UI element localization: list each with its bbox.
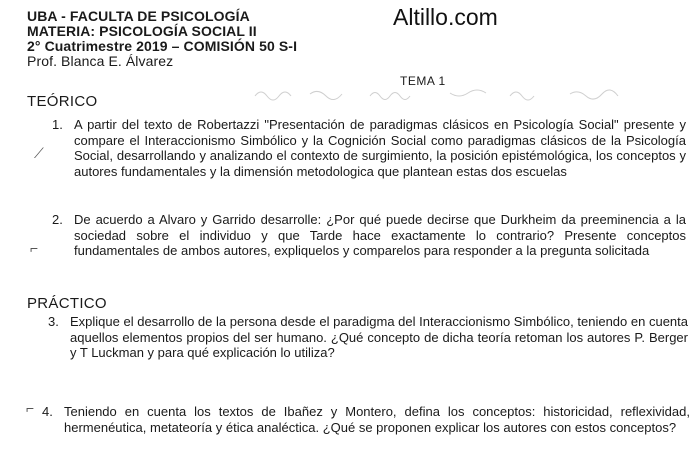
section-practico: PRÁCTICO xyxy=(27,295,107,312)
section-teorico: TEÓRICO xyxy=(27,93,98,110)
question-3 xyxy=(48,314,688,361)
question-2 xyxy=(52,212,686,259)
term-line: 2° Cuatrimestre 2019 – COMISIÓN 50 S-I xyxy=(27,38,298,54)
question-number: 1. xyxy=(52,117,63,132)
question-1 xyxy=(52,117,686,179)
exam-header xyxy=(27,9,297,69)
margin-mark: ⌐ xyxy=(26,400,35,416)
question-text: A partir del texto de Robertazzi "Presentación de paradigmas clásicos en Psicología Social" presente y compare el Interaccionismo Simbólico y la Cognición Social como paradigmas clásicos de la Psicología Social, desarrollando y analizando el contexto de surgimiento, la posición epistémológica, los conceptos y autores fundamentales y la dimensión metodologica que plantean estas dos escuelas xyxy=(74,117,686,179)
question-text: De acuerdo a Alvaro y Garrido desarrolle: ¿Por qué puede decirse que Durkheim da preeminencia a la sociedad sobre el individuo y que Tarde hace exactamente lo contrario? Presente conceptos fundamentales de ambos autores, expliquelos y comparelos para responder a la pregunta solicitada xyxy=(74,212,686,258)
question-4 xyxy=(42,404,690,435)
subject-line: MATERIA: PSICOLOGÍA SOCIAL II xyxy=(27,23,257,39)
question-text: Teniendo en cuenta los textos de Ibañez y Montero, defina los conceptos: historicidad, reflexividad, hermenéutica, metateoría y ética analéctica. ¿Qué se proponen explicar los autores con estos conceptos? xyxy=(64,404,690,435)
faded-handwriting-mark xyxy=(250,84,670,104)
tema-label: TEMA 1 xyxy=(400,74,446,88)
margin-mark: ⟋ xyxy=(34,145,44,161)
question-number: 4. xyxy=(42,404,53,419)
question-number: 3. xyxy=(48,314,59,329)
university-line: UBA - FACULTA DE PSICOLOGÍA xyxy=(27,8,250,24)
professor-line: Prof. Blanca E. Álvarez xyxy=(27,53,174,69)
question-number: 2. xyxy=(52,212,63,227)
question-text: Explique el desarrollo de la persona desde el paradigma del Interaccionismo Simbólico, teniendo en cuenta aquellos elementos propios del ser humano. ¿Qué concepto de dicha teoría retoman los autores P. Berger y T Luckman y para qué explicación lo utiliza? xyxy=(70,314,688,360)
watermark: Altillo.com xyxy=(393,4,498,30)
margin-mark: ⌐ xyxy=(30,240,39,256)
